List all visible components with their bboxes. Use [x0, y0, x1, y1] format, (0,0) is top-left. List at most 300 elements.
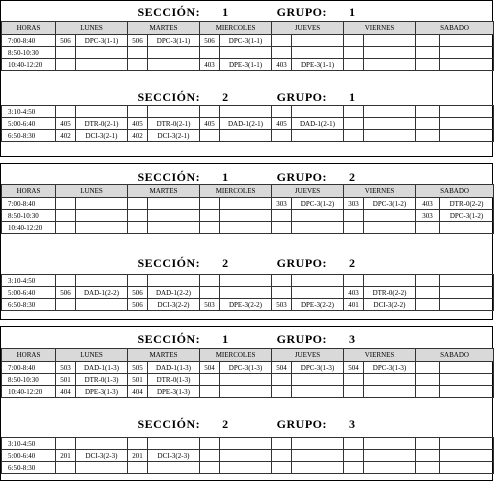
room-cell — [200, 198, 220, 210]
course-cell — [440, 374, 494, 386]
seccion-label: SECCIÓN: — [137, 332, 201, 346]
grupo-label: GRUPO: — [276, 417, 327, 431]
schedule-table-morning — [1, 21, 494, 71]
room-cell: 405 — [200, 118, 220, 130]
schedule-row — [2, 438, 494, 450]
course-cell — [440, 222, 494, 234]
room-cell: 403 — [344, 287, 364, 299]
course-cell — [76, 210, 128, 222]
room-cell — [344, 106, 364, 118]
room-cell — [416, 438, 440, 450]
schedule-row — [2, 299, 494, 311]
course-cell — [364, 130, 416, 142]
grupo-label: GRUPO: — [276, 332, 327, 346]
room-cell — [56, 59, 76, 71]
room-cell — [200, 47, 220, 59]
room-cell — [416, 106, 440, 118]
course-cell: DCI-3(2-3) — [76, 450, 128, 462]
schedule-row — [2, 362, 494, 374]
schedule-row — [2, 450, 494, 462]
course-cell — [440, 438, 494, 450]
course-cell — [76, 275, 128, 287]
course-cell: DTR-0(1-3) — [76, 374, 128, 386]
room-cell — [56, 438, 76, 450]
course-cell — [220, 210, 272, 222]
schedule-row — [2, 222, 494, 234]
course-cell — [220, 130, 272, 142]
seccion-number: 1 — [222, 170, 229, 184]
course-cell: DPC-3(1-3) — [292, 362, 344, 374]
course-cell: DPC-3(1-2) — [292, 198, 344, 210]
header-day: SABADO — [416, 185, 494, 198]
room-cell — [200, 287, 220, 299]
schedule-row — [2, 386, 494, 398]
room-cell: 505 — [128, 362, 148, 374]
grupo-label: GRUPO: — [276, 90, 327, 104]
room-cell — [272, 438, 292, 450]
room-cell — [344, 374, 364, 386]
schedule-row — [2, 130, 494, 142]
room-cell — [128, 462, 148, 474]
course-cell — [220, 287, 272, 299]
header-day: JUEVES — [272, 349, 344, 362]
course-cell — [364, 59, 416, 71]
room-cell: 405 — [272, 118, 292, 130]
room-cell — [344, 450, 364, 462]
course-cell — [76, 438, 128, 450]
course-cell — [440, 275, 494, 287]
section-2-title — [1, 254, 492, 272]
room-cell: 506 — [56, 35, 76, 47]
room-cell: 504 — [200, 362, 220, 374]
course-cell — [364, 35, 416, 47]
room-cell — [344, 35, 364, 47]
room-cell — [128, 106, 148, 118]
schedule-block-group-1 — [0, 0, 493, 157]
course-cell: DPC-3(1-1) — [76, 35, 128, 47]
course-cell — [440, 450, 494, 462]
room-cell: 504 — [344, 362, 364, 374]
room-cell: 403 — [200, 59, 220, 71]
schedule-table-afternoon — [1, 437, 494, 474]
course-cell — [220, 386, 272, 398]
room-cell: 504 — [272, 362, 292, 374]
schedule-table-morning — [1, 348, 494, 398]
course-cell — [364, 374, 416, 386]
time-slot-cell: 7:00-8:40 — [2, 198, 56, 210]
room-cell — [272, 374, 292, 386]
room-cell — [56, 198, 76, 210]
header-day: LUNES — [56, 185, 128, 198]
room-cell: 402 — [56, 130, 76, 142]
schedule-row — [2, 287, 494, 299]
course-cell — [76, 47, 128, 59]
course-cell — [148, 47, 200, 59]
room-cell — [200, 450, 220, 462]
time-slot-cell: 7:00-8:40 — [2, 362, 56, 374]
course-cell: DCI-3(2-2) — [364, 299, 416, 311]
room-cell — [56, 47, 76, 59]
time-slot-cell: 6:50-8:30 — [2, 462, 56, 474]
header-day: VIERNES — [344, 185, 416, 198]
course-cell: DCI-3(2-1) — [76, 130, 128, 142]
header-day: MARTES — [128, 349, 200, 362]
header-horas: HORAS — [2, 185, 56, 198]
grupo-label: GRUPO: — [276, 170, 327, 184]
course-cell — [148, 462, 200, 474]
course-cell — [220, 198, 272, 210]
room-cell — [344, 130, 364, 142]
course-cell — [440, 299, 494, 311]
room-cell: 503 — [272, 299, 292, 311]
course-cell — [364, 438, 416, 450]
seccion-label: SECCIÓN: — [137, 256, 201, 270]
course-cell — [148, 275, 200, 287]
room-cell — [344, 118, 364, 130]
time-slot-cell: 10:40-12:20 — [2, 222, 56, 234]
section-1-title — [1, 330, 492, 348]
course-cell — [148, 198, 200, 210]
seccion-number: 1 — [222, 5, 229, 19]
room-cell — [416, 374, 440, 386]
room-cell — [344, 222, 364, 234]
room-cell: 503 — [56, 362, 76, 374]
course-cell — [440, 287, 494, 299]
room-cell — [272, 450, 292, 462]
course-cell: DAD-1(2-1) — [220, 118, 272, 130]
course-cell — [148, 210, 200, 222]
section-2-title — [1, 88, 492, 106]
header-day: MIERCOLES — [200, 349, 272, 362]
room-cell — [128, 438, 148, 450]
course-cell — [76, 222, 128, 234]
room-cell — [344, 462, 364, 474]
room-cell: 506 — [128, 287, 148, 299]
course-cell — [76, 462, 128, 474]
room-cell: 303 — [344, 198, 364, 210]
room-cell — [272, 462, 292, 474]
room-cell — [200, 275, 220, 287]
header-day: SABADO — [416, 22, 494, 35]
seccion-number: 2 — [222, 417, 229, 431]
course-cell — [292, 106, 344, 118]
header-day: SABADO — [416, 349, 494, 362]
course-cell — [440, 118, 494, 130]
room-cell: 506 — [56, 287, 76, 299]
header-horas: HORAS — [2, 22, 56, 35]
header-day: MARTES — [128, 185, 200, 198]
course-cell: DAD-1(1-3) — [76, 362, 128, 374]
section-2-title — [1, 415, 492, 433]
course-cell — [76, 299, 128, 311]
schedule-row — [2, 47, 494, 59]
course-cell: DPE-3(2-2) — [220, 299, 272, 311]
course-cell — [364, 275, 416, 287]
room-cell — [416, 462, 440, 474]
schedule-row — [2, 275, 494, 287]
room-cell — [128, 222, 148, 234]
room-cell — [200, 438, 220, 450]
room-cell — [200, 222, 220, 234]
course-cell — [364, 47, 416, 59]
room-cell: 501 — [56, 374, 76, 386]
course-cell — [220, 222, 272, 234]
room-cell: 403 — [416, 198, 440, 210]
room-cell — [128, 275, 148, 287]
room-cell — [272, 106, 292, 118]
schedule-row — [2, 374, 494, 386]
course-cell — [364, 450, 416, 462]
course-cell — [292, 47, 344, 59]
room-cell — [416, 362, 440, 374]
course-cell — [220, 374, 272, 386]
time-slot-cell: 10:40-12:20 — [2, 59, 56, 71]
course-cell — [292, 438, 344, 450]
room-cell: 506 — [128, 35, 148, 47]
course-cell: DAD-1(1-3) — [148, 362, 200, 374]
room-cell — [272, 222, 292, 234]
grupo-number: 1 — [349, 5, 356, 19]
time-slot-cell: 8:50-10:30 — [2, 210, 56, 222]
room-cell — [416, 450, 440, 462]
course-cell — [220, 275, 272, 287]
room-cell: 404 — [128, 386, 148, 398]
room-cell — [272, 47, 292, 59]
room-cell — [416, 118, 440, 130]
course-cell — [220, 438, 272, 450]
course-cell — [364, 118, 416, 130]
room-cell — [272, 210, 292, 222]
course-cell — [440, 59, 494, 71]
header-day: LUNES — [56, 349, 128, 362]
schedule-table-afternoon — [1, 274, 494, 311]
room-cell: 303 — [416, 210, 440, 222]
header-day: MIERCOLES — [200, 22, 272, 35]
course-cell — [440, 386, 494, 398]
course-cell — [148, 438, 200, 450]
room-cell: 506 — [200, 35, 220, 47]
course-cell — [364, 462, 416, 474]
header-row — [2, 22, 494, 35]
course-cell — [292, 275, 344, 287]
course-cell — [364, 210, 416, 222]
seccion-number: 2 — [222, 256, 229, 270]
room-cell: 201 — [56, 450, 76, 462]
seccion-label: SECCIÓN: — [137, 90, 201, 104]
time-slot-cell: 5:00-6:40 — [2, 118, 56, 130]
time-slot-cell: 8:50-10:30 — [2, 374, 56, 386]
time-slot-cell: 3:10-4:50 — [2, 106, 56, 118]
schedule-row — [2, 106, 494, 118]
room-cell — [56, 210, 76, 222]
room-cell: 403 — [272, 59, 292, 71]
course-cell — [364, 222, 416, 234]
time-slot-cell: 3:10-4:50 — [2, 275, 56, 287]
room-cell — [416, 35, 440, 47]
room-cell — [200, 130, 220, 142]
time-slot-cell: 6:50-8:30 — [2, 299, 56, 311]
header-day: VIERNES — [344, 22, 416, 35]
time-slot-cell: 8:50-10:30 — [2, 47, 56, 59]
course-cell: DAD-1(2-1) — [292, 118, 344, 130]
room-cell: 405 — [56, 118, 76, 130]
course-cell: DPC-3(1-3) — [364, 362, 416, 374]
seccion-label: SECCIÓN: — [137, 170, 201, 184]
room-cell — [416, 299, 440, 311]
course-cell — [292, 130, 344, 142]
grupo-label: GRUPO: — [276, 256, 327, 270]
room-cell — [416, 222, 440, 234]
course-cell — [440, 130, 494, 142]
course-cell: DPE-3(2-2) — [292, 299, 344, 311]
room-cell — [56, 275, 76, 287]
room-cell — [272, 386, 292, 398]
course-cell: DAD-1(2-2) — [76, 287, 128, 299]
room-cell — [272, 130, 292, 142]
grupo-number: 1 — [349, 90, 356, 104]
course-cell: DTR-0(1-3) — [148, 374, 200, 386]
room-cell — [128, 210, 148, 222]
course-cell — [292, 210, 344, 222]
course-cell — [220, 450, 272, 462]
time-slot-cell: 10:40-12:20 — [2, 386, 56, 398]
course-cell — [364, 106, 416, 118]
room-cell: 201 — [128, 450, 148, 462]
room-cell — [344, 47, 364, 59]
room-cell — [416, 287, 440, 299]
room-cell — [200, 374, 220, 386]
schedule-table-afternoon — [1, 105, 494, 142]
course-cell — [364, 386, 416, 398]
course-cell — [440, 106, 494, 118]
course-cell: DPE-3(1-3) — [76, 386, 128, 398]
room-cell — [344, 438, 364, 450]
room-cell: 405 — [128, 118, 148, 130]
course-cell — [148, 222, 200, 234]
course-cell: DPC-3(1-2) — [364, 198, 416, 210]
room-cell — [128, 198, 148, 210]
room-cell — [416, 47, 440, 59]
room-cell: 503 — [200, 299, 220, 311]
course-cell — [292, 35, 344, 47]
seccion-number: 1 — [222, 332, 229, 346]
room-cell — [344, 275, 364, 287]
room-cell — [128, 59, 148, 71]
room-cell — [344, 386, 364, 398]
schedule-block-group-3 — [0, 326, 493, 481]
header-row — [2, 185, 494, 198]
course-cell — [292, 287, 344, 299]
room-cell — [344, 59, 364, 71]
room-cell: 404 — [56, 386, 76, 398]
course-cell: DPC-3(1-2) — [440, 210, 494, 222]
schedule-block-group-2 — [0, 163, 493, 320]
room-cell — [344, 210, 364, 222]
schedule-row — [2, 35, 494, 47]
course-cell — [292, 450, 344, 462]
course-cell: DTR-0(2-1) — [148, 118, 200, 130]
grupo-number: 3 — [349, 332, 356, 346]
course-cell: DCI-3(2-3) — [148, 450, 200, 462]
room-cell — [56, 462, 76, 474]
room-cell — [200, 386, 220, 398]
room-cell — [56, 299, 76, 311]
room-cell: 501 — [128, 374, 148, 386]
course-cell: DPE-3(1-1) — [292, 59, 344, 71]
course-cell — [76, 59, 128, 71]
room-cell — [272, 275, 292, 287]
course-cell — [440, 462, 494, 474]
course-cell — [220, 47, 272, 59]
room-cell — [416, 59, 440, 71]
course-cell: DPE-3(1-3) — [148, 386, 200, 398]
course-cell — [292, 374, 344, 386]
room-cell — [200, 106, 220, 118]
course-cell: DPC-3(1-1) — [220, 35, 272, 47]
header-day: MIERCOLES — [200, 185, 272, 198]
time-slot-cell: 3:10-4:50 — [2, 438, 56, 450]
course-cell — [440, 362, 494, 374]
header-row — [2, 349, 494, 362]
course-cell — [440, 35, 494, 47]
room-cell — [200, 210, 220, 222]
room-cell — [56, 106, 76, 118]
room-cell — [416, 275, 440, 287]
course-cell — [292, 386, 344, 398]
course-cell: DCI-3(2-1) — [148, 130, 200, 142]
grupo-number: 3 — [349, 417, 356, 431]
header-horas: HORAS — [2, 349, 56, 362]
grupo-number: 2 — [349, 170, 356, 184]
room-cell — [56, 222, 76, 234]
course-cell — [292, 462, 344, 474]
course-cell — [148, 106, 200, 118]
room-cell — [200, 462, 220, 474]
time-slot-cell: 6:50-8:30 — [2, 130, 56, 142]
room-cell: 401 — [344, 299, 364, 311]
course-cell — [220, 106, 272, 118]
schedule-table-morning — [1, 184, 494, 234]
header-day: JUEVES — [272, 22, 344, 35]
course-cell — [440, 47, 494, 59]
course-cell: DTR-0(2-2) — [440, 198, 494, 210]
room-cell — [416, 130, 440, 142]
room-cell: 402 — [128, 130, 148, 142]
seccion-label: SECCIÓN: — [137, 417, 201, 431]
room-cell — [128, 47, 148, 59]
course-cell: DPC-3(1-3) — [220, 362, 272, 374]
course-cell: DAD-1(2-2) — [148, 287, 200, 299]
grupo-number: 2 — [349, 256, 356, 270]
schedule-row — [2, 59, 494, 71]
header-day: VIERNES — [344, 349, 416, 362]
schedule-row — [2, 210, 494, 222]
room-cell: 506 — [128, 299, 148, 311]
course-cell: DCI-3(2-2) — [148, 299, 200, 311]
course-cell — [76, 106, 128, 118]
header-day: MARTES — [128, 22, 200, 35]
course-cell — [220, 462, 272, 474]
header-day: JUEVES — [272, 185, 344, 198]
course-cell: DPE-3(1-1) — [220, 59, 272, 71]
course-cell: DTR-0(2-2) — [364, 287, 416, 299]
course-cell — [292, 222, 344, 234]
course-cell: DTR-0(2-1) — [76, 118, 128, 130]
section-1-title — [1, 3, 492, 21]
grupo-label: GRUPO: — [276, 5, 327, 19]
course-cell — [148, 59, 200, 71]
room-cell — [272, 35, 292, 47]
